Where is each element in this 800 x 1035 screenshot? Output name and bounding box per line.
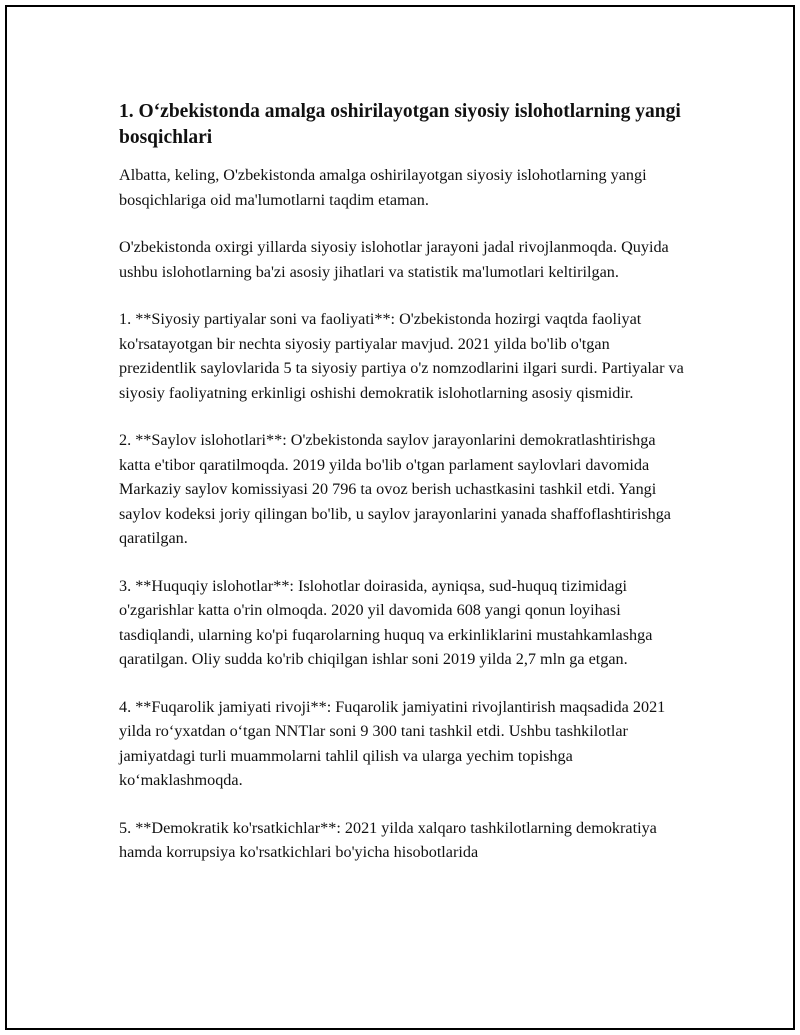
document-body <box>119 99 689 888</box>
page-frame <box>5 5 795 1030</box>
section-election-reforms: 2. **Saylov islohotlari**: O'zbekistonda saylov jarayonlarini demokratlashtirishga katta e'tibor qaratilmoqda. 2019 yilda bo'lib o'tgan parlament saylovlari davomida Markaziy saylov komissiyasi 20 796 ta ovoz berish uchastkasini tashkil etdi. Yangi saylov kodeksi joriy qilingan bo'lib, u saylov jarayonlarini yanada shaffoflashtirishga qaratilgan. <box>119 431 671 547</box>
section-legal-reforms: 3. **Huquqiy islohotlar**: Islohotlar doirasida, ayniqsa, sud-huquq tizimidagi o'zgarishlar katta o'rin olmoqda. 2020 yil davomida 608 yangi qonun loyihasi tasdiqlandi, ularning ko'pi fuqarolarning huquq va erkinliklarini mustahkamlashga qaratilgan. Oliy sudda ko'rib chiqilgan ishlar soni 2019 yilda 2,7 mln ga etgan. <box>119 576 653 668</box>
section-civil-society: 4. **Fuqarolik jamiyati rivoji**: Fuqarolik jamiyatini rivojlantirish maqsadida 2021 yilda ro‘yxatdan o‘tgan NNTlar soni 9 300 tani tashkil etdi. Ushbu tashkilotlar jamiyatdagi turli muammolarni tahlil qilish va ularga yechim topishga ko‘maklashmoqda. <box>119 697 666 789</box>
section-political-parties: 1. **Siyosiy partiyalar soni va faoliyati**: O'zbekistonda hozirgi vaqtda faoliyat ko'rsatayotgan bir nechta siyosiy partiyalar mavjud. 2021 yilda bo'lib o'tgan prezidentlik saylovlarida 5 ta siyosiy partiya o'z nomzodlarini ilgari surdi. Partiyalar va siyosiy faoliyatning erkinligi oshishi demokratik islohotlarning asosiy qismidir. <box>119 310 684 402</box>
document-heading: 1. O‘zbekistonda amalga oshirilayotgan siyosiy islohotlarning yangi bosqichlari <box>119 101 681 148</box>
overview-paragraph: O'zbekistonda oxirgi yillarda siyosiy islohotlar jarayoni jadal rivojlanmoqda. Quyida ushbu islohotlarning ba'zi asosiy jihatlari va statistik ma'lumotlari keltirilgan. <box>119 238 669 281</box>
intro-paragraph: Albatta, keling, O'zbekistonda amalga oshirilayotgan siyosiy islohotlarning yangi bosqichlariga oid ma'lumotlarni taqdim etaman. <box>119 166 647 209</box>
section-democratic-indicators: 5. **Demokratik ko'rsatkichlar**: 2021 yilda xalqaro tashkilotlarning demokratiya hamda korrupsiya ko'rsatkichlari bo'yicha hisobotlarida <box>119 818 657 861</box>
